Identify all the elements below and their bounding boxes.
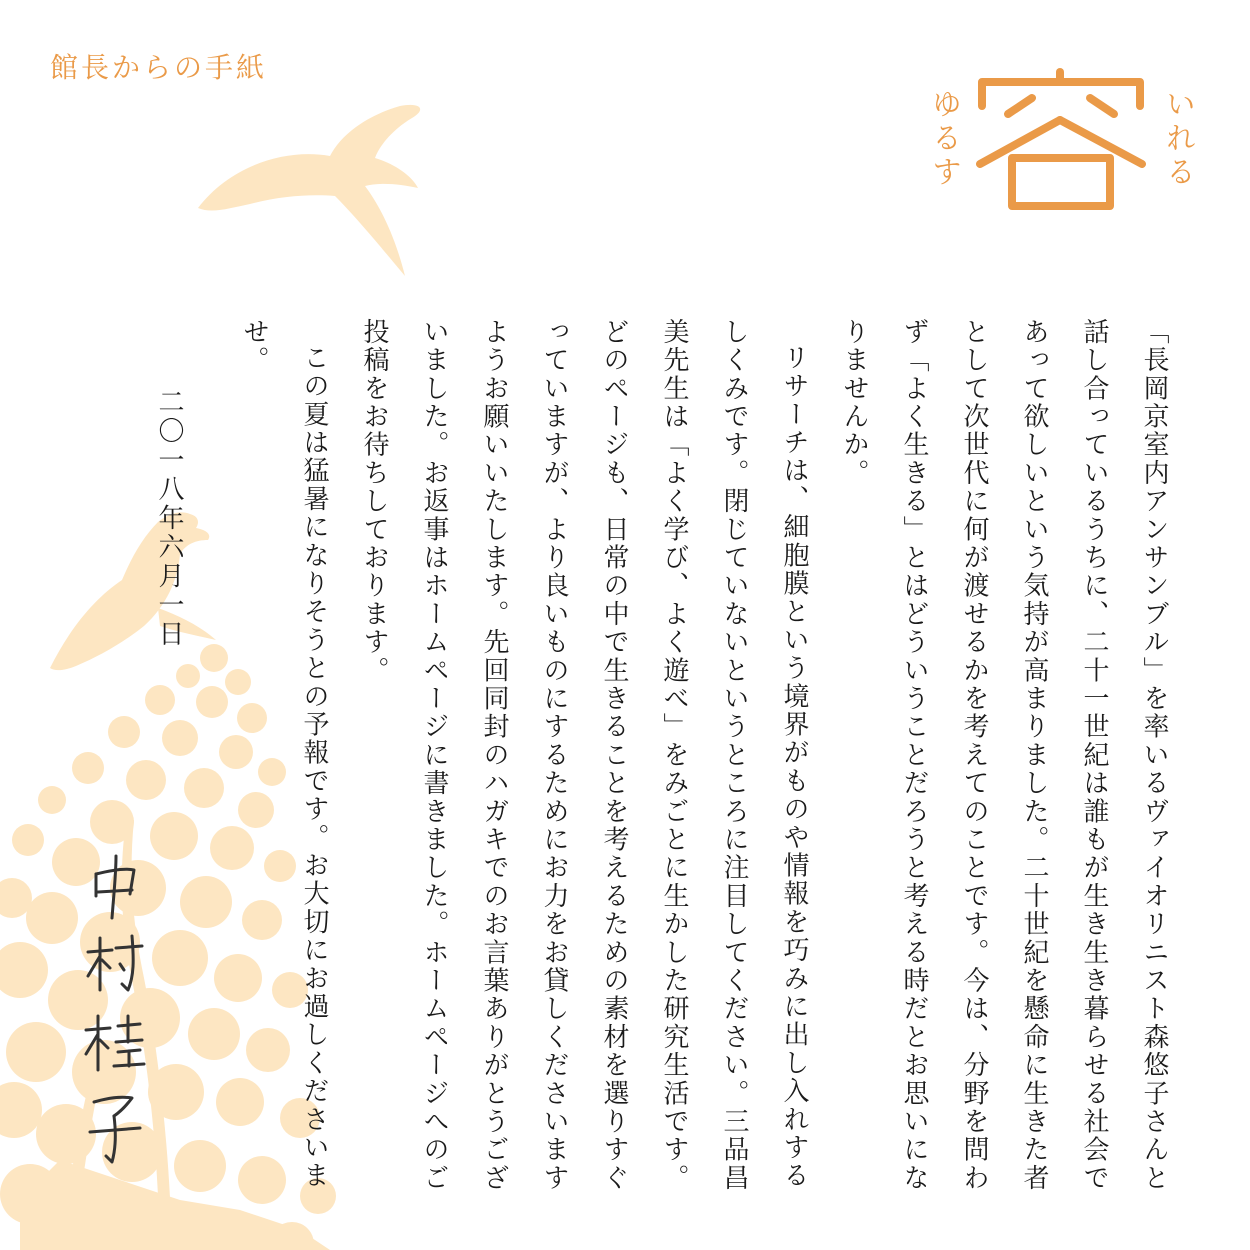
letter-paragraph: この夏は猛暑になりそうとの予報です。お大切にお過しくださいませ。 [239,318,329,1190]
logo-kana-right: いれる [1160,88,1195,190]
flying-bird-icon [190,96,430,286]
logo [928,66,1198,216]
letter-paragraph: リサーチは、細胞膜という境界がものや情報を巧みに出し入れするしくみです。閉じていないというところに注目してください。三品昌美先生は「よく学び、よく遊べ」をみごとに生かした研究生活です。どのページも、日常の中で生きることを考えるための素材を選りすぐっていますが、より良いものにするためにお力をお貸しくださいますようお願いいたします。先回同封のハガキでのお言葉ありがとうございました。お返事はホームページに書きました。ホームページへのご投稿をお待ちしております。 [359,318,809,1193]
letter-body [218,318,1184,1218]
logo-kanji-mark [972,66,1152,214]
letter-paragraph: 「長岡京室内アンサンブル」を率いるヴァイオリニスト森悠子さんと話し合っているうちに、二十一世紀は誰もが生き生き暮らせる社会であって欲しいという気持が高まりました。二十世紀を懸命に生きた者として次世代に何が渡せるかを考えてのことです。今は、分野を問わず「よく生きる」とはどういうことだろうと考える時だとお思いになりませんか。 [839,318,1169,1193]
logo-kana-left: ゆるす [926,88,961,190]
letter-date: 二〇一八年六月一日 [154,388,184,649]
handwritten-signature [82,852,162,1196]
page-title: 館長からの手紙 [50,51,268,84]
